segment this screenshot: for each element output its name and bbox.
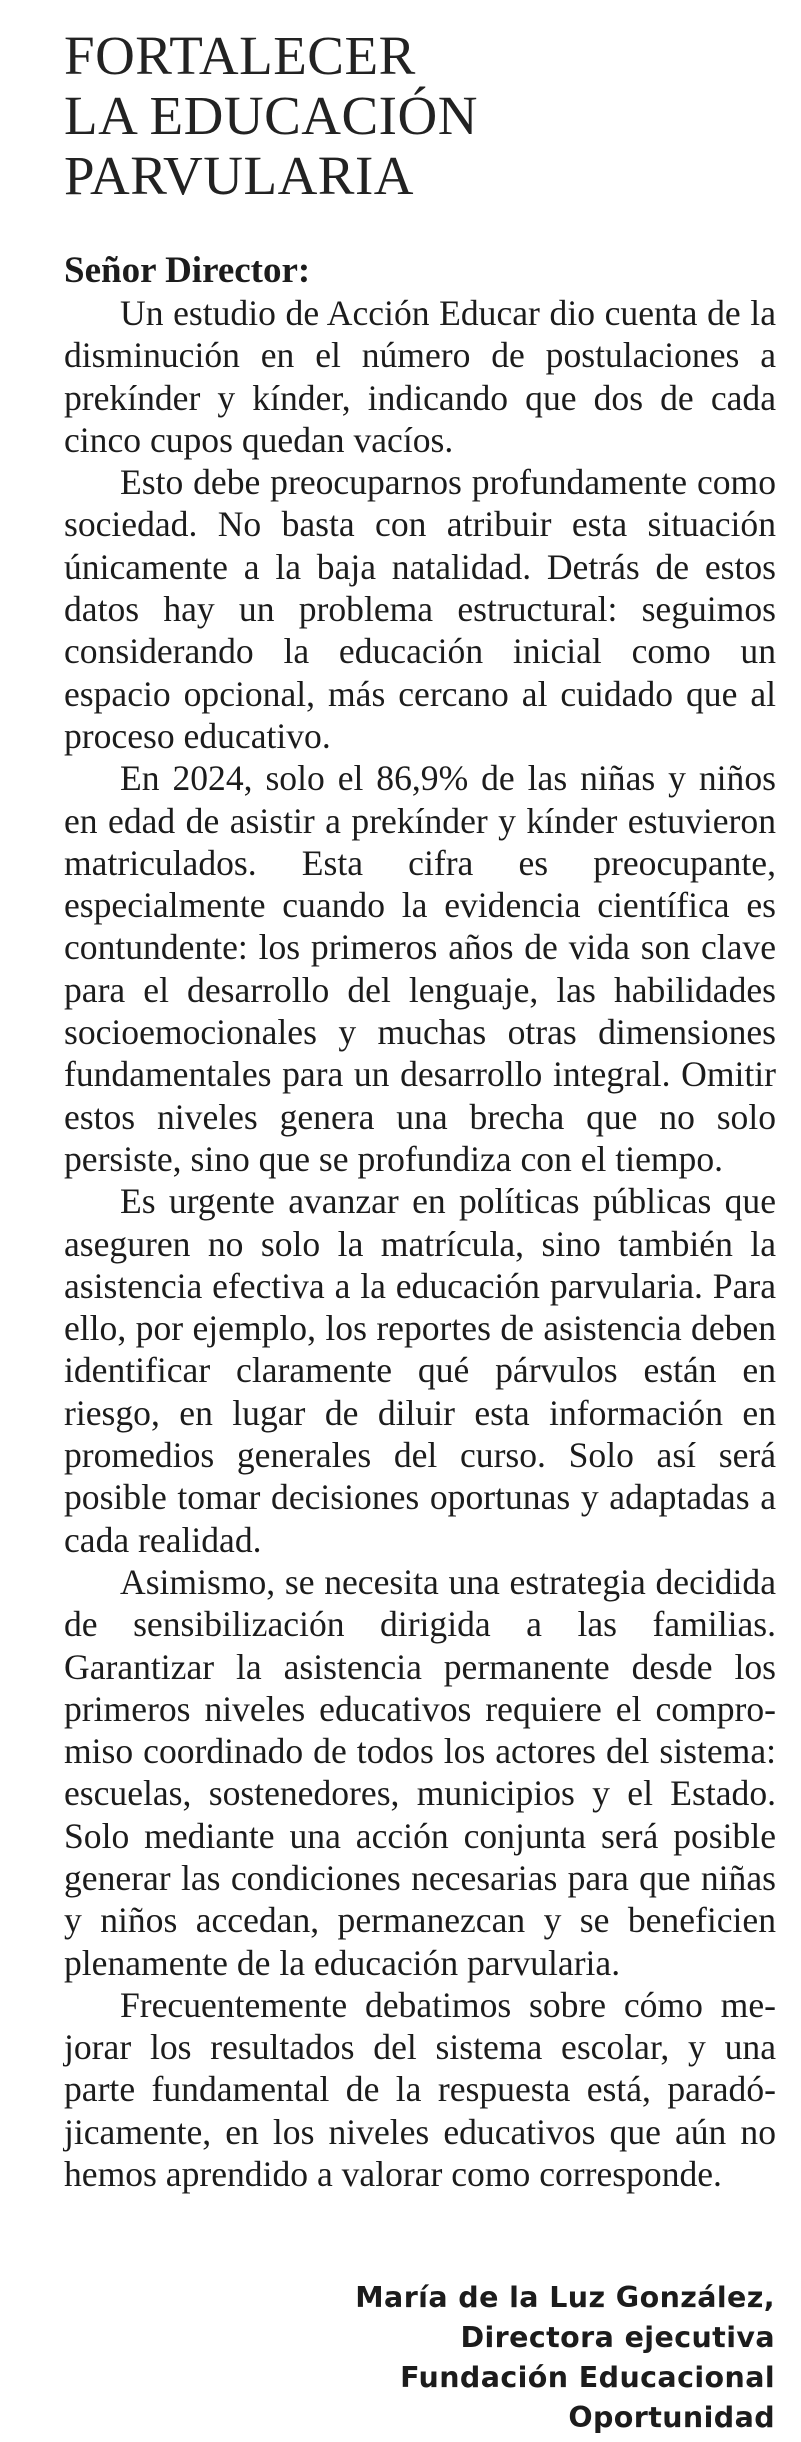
- paragraph: Asimismo, se necesita una estrategia decidida de sensibilización dirigida a las familias. Garantizar la asistencia permanente desde los primeros niveles educativos requiere el compromiso coordinado de todos los actores del sistema: escuelas, sostenedores, municipios y el Estado. Solo mediante una acción conjunta será posible generar las condiciones necesarias para que niñas y niños accedan, permanezcan y se beneficien plenamente de la educación parvularia.: [64, 1561, 776, 1983]
- paragraph: Un estudio de Acción Educar dio cuenta de la disminución en el número de postulaciones a prekínder y kínder, indicando que dos de cada cinco cupos quedan vacíos.: [64, 293, 776, 460]
- headline: [64, 26, 776, 206]
- paragraph: Esto debe preocuparnos profundamente como sociedad. No basta con atribuir esta situación únicamente a la baja natalidad. Detrás de estos datos hay un problema estructural: seguimos considerando la educación inicial como un espacio opcional, más cercano al cuidado que al proceso educativo.: [64, 462, 776, 756]
- headline-line: FORTALECER: [64, 25, 416, 86]
- letter-to-editor: [64, 26, 776, 2195]
- paragraph: Es urgente avanzar en políticas públicas que aseguren no solo la matrícula, sino también la asistencia efectiva a la educación parvularia. Para ello, por ejemplo, los reportes de asistencia deben identificar claramente qué párvulos están en riesgo, en lugar de diluir esta información en promedios generales del curso. Solo así será posible tomar decisiones oportunas y adaptadas a cada realidad.: [64, 1181, 776, 1560]
- headline-line: PARVULARIA: [64, 145, 415, 206]
- signer-title: Directora ejecutiva: [460, 2321, 775, 2354]
- paragraph: Frecuentemente debatimos sobre cómo mejorar los resultados del sistema escolar, y una parte fundamental de la respuesta está, paradójicamente, en los niveles educativos que aún no hemos aprendido a valorar como corresponde.: [64, 1984, 776, 2195]
- signer-organization: Fundación Educacional: [400, 2361, 775, 2394]
- signer-name: María de la Luz González,: [355, 2281, 775, 2314]
- signer-organization-cont: Oportunidad: [568, 2401, 775, 2434]
- paragraph: En 2024, solo el 86,9% de las niñas y niños en edad de asistir a prekínder y kínder estuvieron matriculados. Esta cifra es preocupante, especialmente cuando la evidencia científica es contundente: los primeros años de vida son clave para el desarrollo del lenguaje, las habilidades socioemocionales y muchas otras dimensiones fundamentales para un desarrollo integral. Omitir estos niveles genera una brecha que no solo persiste, sino que se profundiza con el tiempo.: [64, 758, 776, 1179]
- salutation: Señor Director:: [64, 250, 311, 291]
- signature-block: [75, 2278, 775, 2438]
- headline-line: LA EDUCACIÓN: [64, 85, 478, 146]
- letter-body: [64, 292, 776, 2195]
